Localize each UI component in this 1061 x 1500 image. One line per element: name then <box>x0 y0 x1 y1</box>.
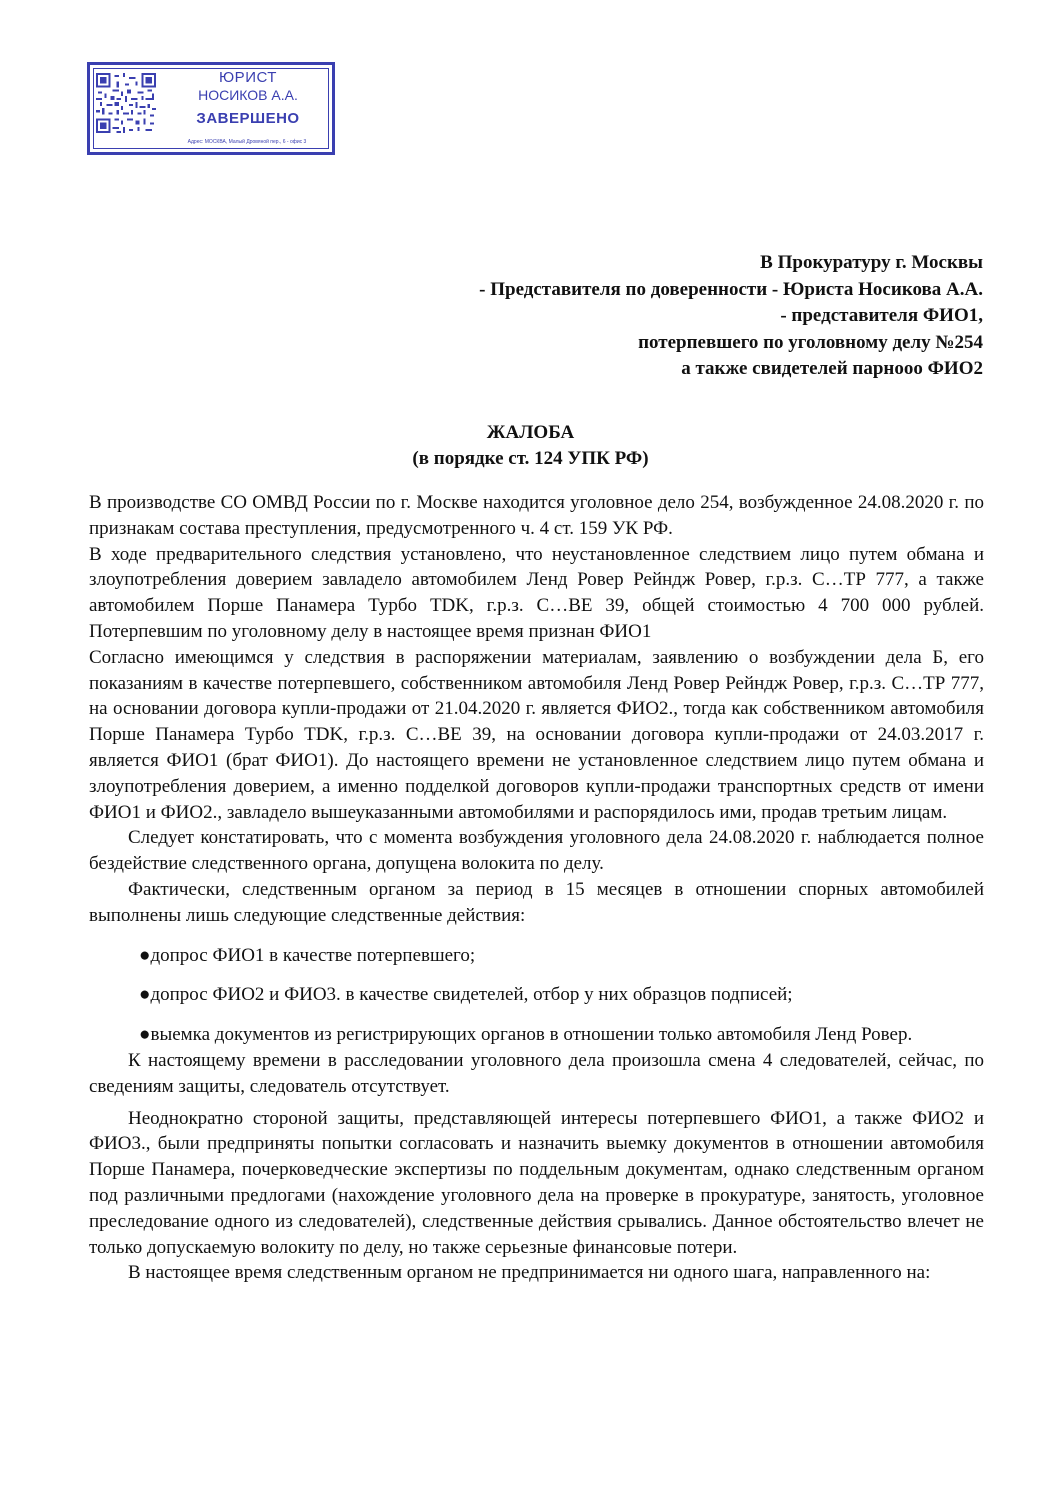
paragraph: Согласно имеющимся у следствия в распоряжении материалам, заявлению о возбуждении дела Б, его показаниям в качестве потерпевшего, собственником автомобиля Ленд Ровер Рейндж Ровер, г.р.з. С…ТР 777, на основании договора купли-продажи от 21.04.2020 г. является ФИО2., тогда как собственником автомобиля Порше Панамера Турбо TDK, г.р.з. С…ВЕ 39, на основании договора купли-продажи от 24.03.2017 г. является ФИО1 (брат ФИО1). До настоящего времени не установленное следствием лицо путем обмана и злоупотребления доверием, а именно подделкой договоров купли-продажи транспортных средств от имени ФИО1 и ФИО2., завладело вышеуказанными автомобилями и распорядилось ими, продав третьим лицам. <box>89 646 984 823</box>
lawyer-stamp <box>87 62 335 155</box>
paragraph: Неоднократно стороной защиты, представляющей интересы потерпевшего ФИО1, а также ФИО2 и ФИО3., были предприняты попытки согласовать и назначить выемку документов в отношении автомобиля Порше Панамера, почерковедческие экспертизы по поддельным документам, однако следственным органом под различными предлогами (нахождение уголовного дела на проверке в прокуратуре, занятость, уголовное преследование одного из следователей), следственные действия срывались. Данное обстоятельство влечет не только допускаемую волокиту по делу, но также серьезные финансовые потери. <box>89 1107 984 1258</box>
addressee-line: потерпевшего по уголовному делу №254 <box>638 331 983 353</box>
stamp-line-name: НОСИКОВ А.А. <box>198 87 298 103</box>
stamp-line-title: ЮРИСТ <box>219 69 277 86</box>
bullet-item: ●выемка документов из регистрирующих органов в отношении только автомобиля Ленд Ровер. <box>139 1024 913 1046</box>
paragraph: Фактически, следственным органом за период в 15 месяцев в отношении спорных автомобилей выполнены лишь следующие следственные действия: <box>89 878 984 926</box>
addressee-block <box>479 250 983 383</box>
stamp-address: Адрес: МОСКВА, Малый Дровяной пер., 6 - офис 3 <box>187 139 307 145</box>
stamp-line-status: ЗАВЕРШЕНО <box>196 110 300 127</box>
bullet-item: ●допрос ФИО1 в качестве потерпевшего; <box>139 944 476 966</box>
addressee-line: - представителя ФИО1, <box>780 305 983 326</box>
document-title: ЖАЛОБА <box>486 422 575 443</box>
paragraph: В производстве СО ОМВД России по г. Москве находится уголовное дело 254, возбужденное 24.08.2020 г. по признакам состава преступления, предусмотренного ч. 4 ст. 159 УК РФ. <box>89 492 984 539</box>
paragraph: В настоящее время следственным органом не предпринимается ни одного шага, направленного на: <box>128 1262 931 1284</box>
paragraph: К настоящему времени в расследовании уголовного дела произошла смена 4 следователей, сейчас, по сведениям защиты, следователь отсутствует. <box>89 1049 984 1097</box>
addressee-line: В Прокуратуру г. Москвы <box>760 252 983 273</box>
document-subtitle: (в порядке ст. 124 УПК РФ) <box>412 448 649 469</box>
stamp-text-block <box>168 69 328 130</box>
qr-code-icon <box>96 73 156 133</box>
bullet-item: ●допрос ФИО2 и ФИО3. в качестве свидетелей, отбор у них образцов подписей; <box>139 984 793 1006</box>
addressee-line: а также свидетелей парнооо ФИО2 <box>681 358 983 379</box>
paragraph: Следует констатировать, что с момента возбуждения уголовного дела 24.08.2020 г. наблюдается полное бездействие следственного органа, допущена волокита по делу. <box>89 827 984 875</box>
document-body <box>89 490 984 1286</box>
paragraph: В ходе предварительного следствия установлено, что неустановленное следствием лицо путем обмана и злоупотребления доверием завладело автомобилем Ленд Ровер Рейндж Ровер, г.р.з. С…ТР 777, а также автомобилем Порше Панамера Турбо TDK, г.р.з. С…ВЕ 39, общей стоимостью 4 700 000 рублей. Потерпевшим по уголовному делу в настоящее время признан ФИО1 <box>89 543 984 642</box>
addressee-line: - Представителя по доверенности - Юриста Носикова А.А. <box>479 278 983 300</box>
